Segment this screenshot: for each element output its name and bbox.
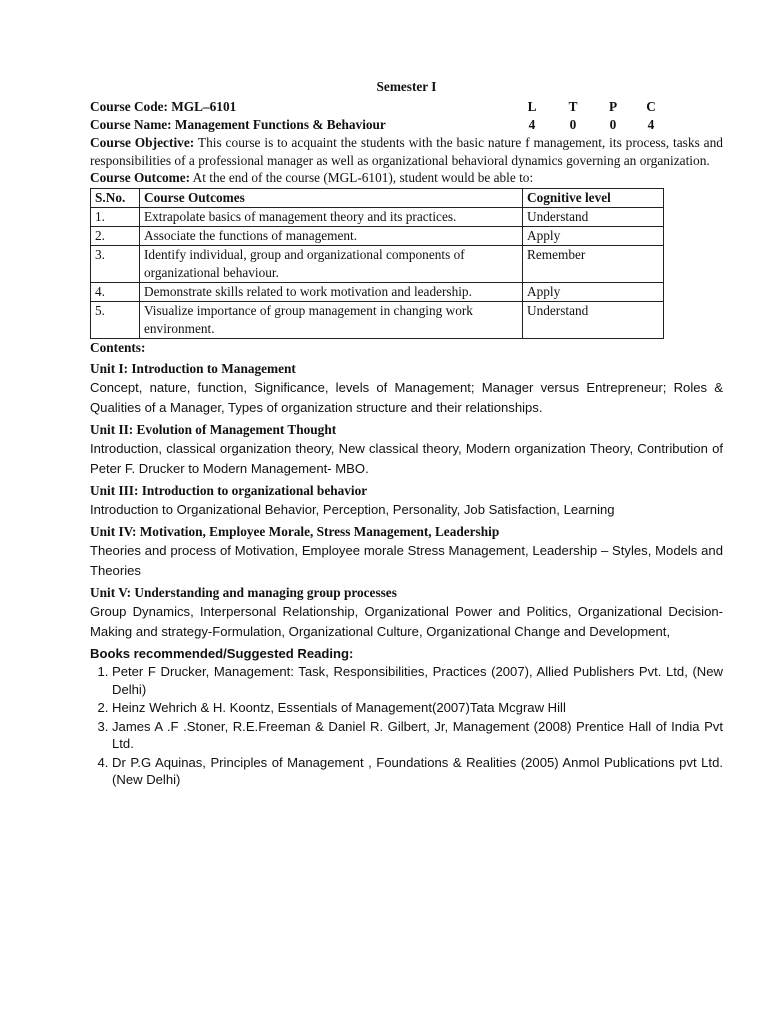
ltpc-header-c: C [646,99,656,114]
unit-3-title: Unit III: Introduction to organizational behavior [90,483,368,498]
header-cognitive: Cognitive level [523,189,664,208]
cell-level: Understand [523,302,664,339]
unit-1-body: Concept, nature, function, Significance, levels of Management; Manager versus Entrepreneur; Roles & Qualities of a Manager, Types of organization structure and their relationships. [90,380,723,415]
cell-sno: 5. [91,302,140,339]
ltpc-headers [522,98,656,116]
contents-heading: Contents: [90,340,146,355]
list-item: 3. James A .F .Stoner, R.E.Freeman & Daniel R. Gilbert, Jr, Management (2008) Prentice Hall of India Pvt Ltd. [112,718,723,753]
unit-2-title: Unit II: Evolution of Management Thought [90,422,337,437]
ltpc-value-t: 0 [569,117,577,132]
table-row [91,283,664,302]
objective-text: This course is to acquaint the students with the basic nature f management, its process, tasks and responsibilities of a professional manager as well as organizational behavioral dynamics governing an organization. [90,135,723,168]
outcome-label: Course Outcome: [90,170,191,185]
cell-outcome: Visualize importance of group management in changing work environment. [140,302,523,339]
list-item: 4. Dr P.G Aquinas, Principles of Management , Foundations & Realities (2005) Anmol Publications pvt Ltd.(New Delhi) [112,754,723,789]
cell-sno: 4. [91,283,140,302]
table-row [91,246,664,283]
cell-outcome: Extrapolate basics of management theory and its practices. [140,208,523,227]
table-row [91,227,664,246]
header-sno: S.No. [91,189,140,208]
course-name: Course Name: Management Functions & Behaviour [90,117,386,132]
course-code: Course Code: MGL–6101 [90,99,237,114]
list-item: 2. Heinz Wehrich & H. Koontz, Essentials of Management(2007)Tata Mcgraw Hill [112,699,723,717]
unit-1-title: Unit I: Introduction to Management [90,361,296,376]
cell-outcome: Demonstrate skills related to work motivation and leadership. [140,283,523,302]
cell-level: Apply [523,283,664,302]
semester-title: Semester I [376,79,437,94]
course-objective [90,134,723,169]
unit-5-title: Unit V: Understanding and managing group processes [90,585,397,600]
cell-outcome: Associate the functions of management. [140,227,523,246]
list-item: 1. Peter F Drucker, Management: Task, Responsibilities, Practices (2007), Allied Publishers Pvt. Ltd, (New Delhi) [112,663,723,698]
ltpc-value-p: 0 [609,117,617,132]
course-name-row [90,116,723,134]
table-row [91,302,664,339]
cell-outcome: Identify individual, group and organizational components of organizational behaviour. [140,246,523,283]
outcome-text: At the end of the course (MGL-6101), student would be able to: [190,170,534,185]
ltpc-value-l: 4 [528,117,536,132]
table-header-row [91,189,664,208]
cell-sno: 3. [91,246,140,283]
cell-sno: 2. [91,227,140,246]
unit-3-body: Introduction to Organizational Behavior, Perception, Personality, Job Satisfaction, Learning [90,502,615,517]
course-outcomes-table [90,188,664,339]
cell-level: Remember [523,246,664,283]
unit-2-body: Introduction, classical organization theory, New classical theory, Modern organization Theory, Contribution of Peter F. Drucker to Modern Management- MBO. [90,441,723,476]
cell-level: Understand [523,208,664,227]
unit-4-title: Unit IV: Motivation, Employee Morale, Stress Management, Leadership [90,524,500,539]
books-heading: Books recommended/Suggested Reading: [90,646,354,661]
ltpc-header-p: P [608,99,618,114]
course-outcome [90,169,723,187]
header-outcomes: Course Outcomes [140,189,523,208]
books-list [90,663,723,789]
table-row [91,208,664,227]
cell-level: Apply [523,227,664,246]
ltpc-values [522,116,655,134]
objective-label: Course Objective: [90,135,195,150]
ltpc-header-l: L [527,99,537,114]
ltpc-header-t: T [568,99,578,114]
ltpc-value-c: 4 [647,117,655,132]
course-code-row [90,98,723,116]
cell-sno: 1. [91,208,140,227]
unit-5-body: Group Dynamics, Interpersonal Relationship, Organizational Power and Politics, Organizational Decision-Making and strategy-Formulation, Organizational Culture, Organizational Change and Development, [90,604,723,639]
syllabus-page [90,78,723,790]
unit-4-body: Theories and process of Motivation, Employee morale Stress Management, Leadership – Styles, Models and Theories [90,543,723,578]
